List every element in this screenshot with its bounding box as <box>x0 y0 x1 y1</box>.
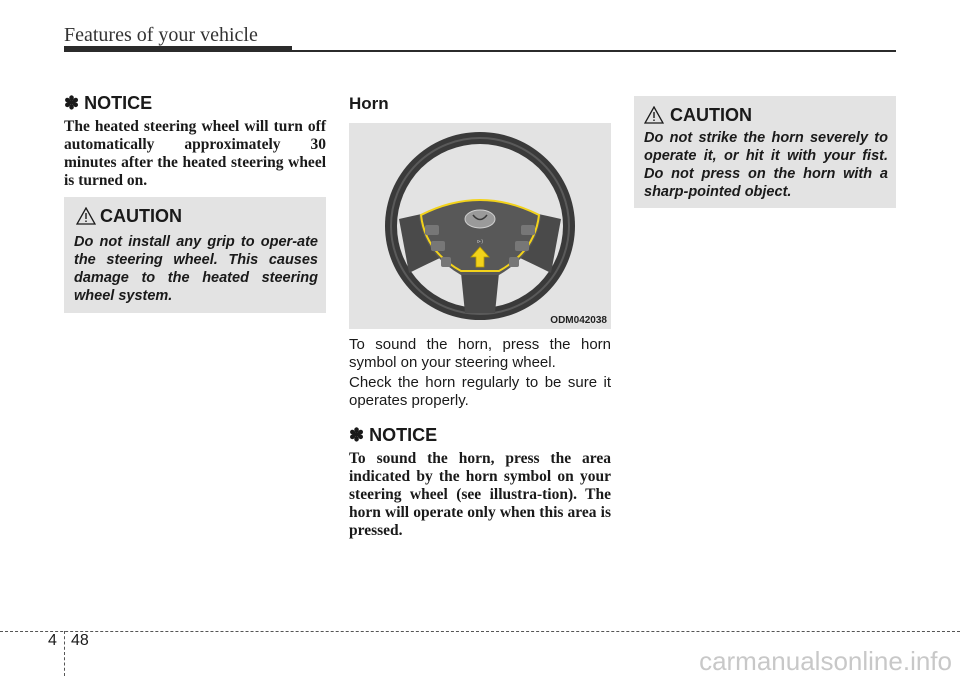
caution-text: Do not strike the horn severely to operate it, or hit it with your fist. Do not press on the horn with a sharp-pointed object. <box>644 130 888 200</box>
footer-divider <box>64 631 65 676</box>
chapter-number: 4 <box>48 632 57 649</box>
caution-text: Do not install any grip to oper-ate the steering wheel. This causes damage to the heated steering wheel system. <box>74 234 318 304</box>
steering-wheel-illustration <box>349 123 611 329</box>
caution-box-left <box>64 197 326 313</box>
steering-wheel-figure <box>349 123 611 329</box>
header-rule-thick <box>64 46 292 52</box>
horn-check-text: Check the horn regularly to be sure it operates properly. <box>349 374 611 409</box>
svg-text:⊳): ⊳) <box>476 239 484 245</box>
notice-heading: ✽ NOTICE <box>64 93 153 113</box>
warning-triangle-icon <box>644 106 664 124</box>
page-number: 48 <box>71 632 89 649</box>
footer-rule <box>0 631 960 632</box>
warning-triangle-icon <box>76 207 96 225</box>
watermark: carmanualsonline.info <box>699 646 952 676</box>
caution-box-right <box>634 96 896 208</box>
page-header-title: Features of your vehicle <box>64 24 258 46</box>
horn-heading: Horn <box>349 94 389 113</box>
caution-title: CAUTION <box>670 105 752 125</box>
horn-instruction-text: To sound the horn, press the horn symbol on your steering wheel. <box>349 336 611 371</box>
notice-body-middle: To sound the horn, press the area indicated by the horn symbol on your steering wheel (see illustra-tion). The horn will operate only when this area is pressed. <box>349 450 611 539</box>
header-rule-thin <box>292 50 896 52</box>
notice-heading-middle: ✽ NOTICE <box>349 425 438 445</box>
notice-body: The heated steering wheel will turn off automatically approximately 30 minutes after the heated steering wheel is turned on. <box>64 118 326 189</box>
caution-title: CAUTION <box>100 206 182 226</box>
figure-code: ODM042038 <box>550 315 607 326</box>
